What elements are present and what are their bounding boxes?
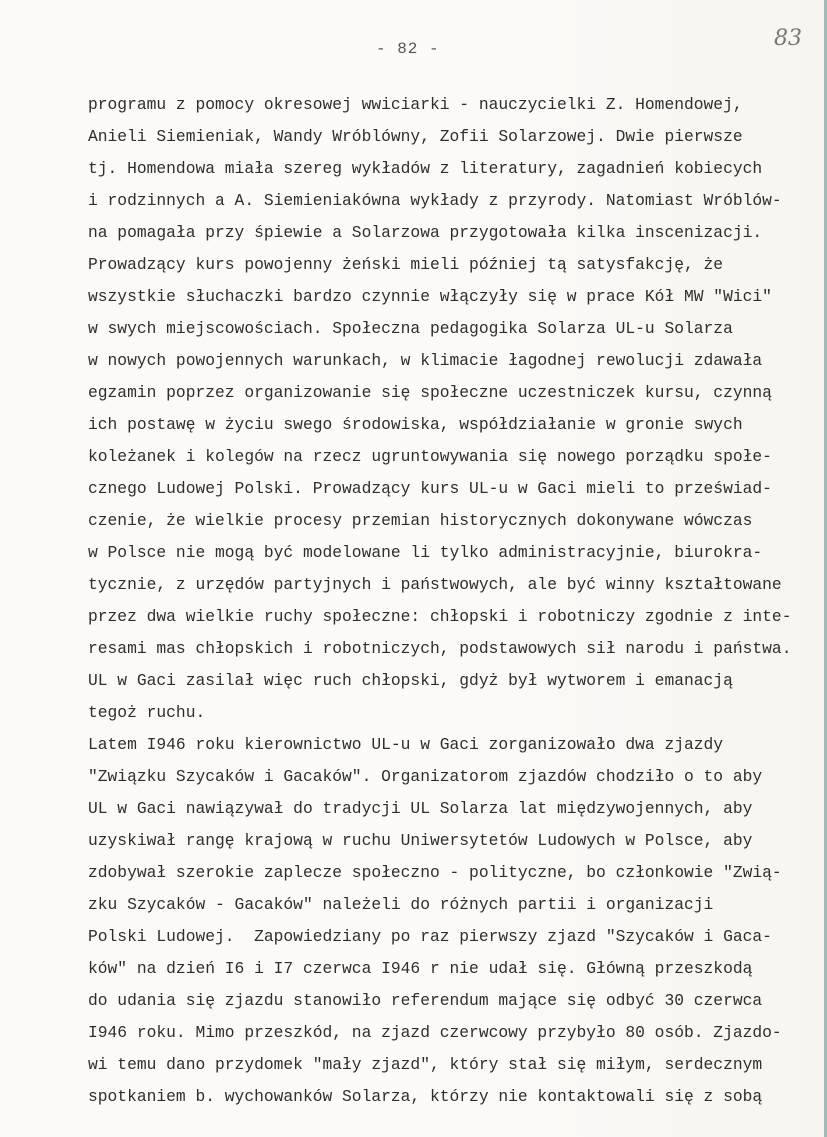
text-line: cznego Ludowej Polski. Prowadzący kurs UL-u w Gaci mieli to przeświad- xyxy=(88,479,772,498)
text-line: na pomagała przy śpiewie a Solarzowa przygotowała kilka inscenizacji. xyxy=(88,223,763,242)
text-line: tj. Homendowa miała szereg wykładów z literatury, zagadnień kobiecych xyxy=(88,159,763,178)
text-line: Anieli Siemieniak, Wandy Wróblówny, Zofii Solarzowej. Dwie pierwsze xyxy=(88,127,743,146)
text-line: w Polsce nie mogą być modelowane li tylko administracyjnie, biurokra- xyxy=(88,543,763,562)
text-line: Prowadzący kurs powojenny żeński mieli później tą satysfakcję, że xyxy=(88,255,724,274)
text-line: i rodzinnych a A. Siemieniakówna wykłady z przyrody. Natomiast Wróblów- xyxy=(88,191,782,210)
text-line: ków" na dzień I6 i I7 czerwca I946 r nie udał się. Główną przeszkodą xyxy=(88,959,753,978)
text-line: UL w Gaci nawiązywał do tradycji UL Solarza lat międzywojennych, aby xyxy=(88,799,753,818)
text-line: Latem I946 roku kierownictwo UL-u w Gaci zorganizowało dwa zjazdy xyxy=(88,735,724,754)
page-number: - 82 - xyxy=(376,40,440,58)
text-line: w nowych powojennych warunkach, w klimacie łagodnej rewolucji zdawała xyxy=(88,351,763,370)
text-line: tycznie, z urzędów partyjnych i państwowych, ale być winny kształtowane xyxy=(88,575,782,594)
text-line: Polski Ludowej. Zapowiedziany po raz pierwszy zjazd "Szycaków i Gaca- xyxy=(88,927,772,946)
text-line: koleżanek i kolegów na rzecz ugruntowywania się nowego porządku społe- xyxy=(88,447,772,466)
text-line: "Związku Szycaków i Gacaków". Organizatorom zjazdów chodziło o to aby xyxy=(88,767,763,786)
text-line: zdobywał szerokie zaplecze społeczno - polityczne, bo członkowie "Zwią- xyxy=(88,863,782,882)
text-line: do udania się zjazdu stanowiło referendum mające się odbyć 30 czerwca xyxy=(88,991,763,1010)
text-line: tegoż ruchu. xyxy=(88,703,206,722)
text-line: egzamin poprzez organizowanie się społeczne uczestniczek kursu, czynną xyxy=(88,383,772,402)
text-line: czenie, że wielkie procesy przemian historycznych dokonywane wówczas xyxy=(88,511,753,530)
text-line: spotkaniem b. wychowanków Solarza, którzy nie kontaktowali się z sobą xyxy=(88,1087,763,1106)
text-line: zku Szycaków - Gacaków" należeli do różnych partii i organizacji xyxy=(88,895,714,914)
handwritten-page-number: 83 xyxy=(774,26,802,51)
text-line: resami mas chłopskich i robotniczych, podstawowych sił narodu i państwa. xyxy=(88,639,792,658)
text-line: wszystkie słuchaczki bardzo czynnie włączyły się w prace Kół MW "Wici" xyxy=(88,287,772,306)
text-line: przez dwa wielkie ruchy społeczne: chłopski i robotniczy zgodnie z inte- xyxy=(88,607,792,626)
text-line: ich postawę w życiu swego środowiska, współdziałanie w gronie swych xyxy=(88,415,743,434)
text-line: uzyskiwał rangę krajową w ruchu Uniwersytetów Ludowych w Polsce, aby xyxy=(88,831,753,850)
text-line: programu z pomocy okresowej wwiciarki - nauczycielki Z. Homendowej, xyxy=(88,95,743,114)
text-line: wi temu dano przydomek "mały zjazd", który stał się miłym, serdecznym xyxy=(88,1055,763,1074)
text-line: w swych miejscowościach. Społeczna pedagogika Solarza UL-u Solarza xyxy=(88,319,733,338)
text-line: UL w Gaci zasilał więc ruch chłopski, gdyż był wytworem i emanacją xyxy=(88,671,733,690)
text-line: I946 roku. Mimo przeszkód, na zjazd czerwcowy przybyło 80 osób. Zjazdo- xyxy=(88,1023,782,1042)
